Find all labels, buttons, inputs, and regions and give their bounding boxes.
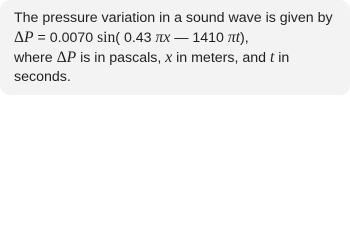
delta-symbol: Δ [14,29,25,46]
equation-equals-coefficient: = 0.0070 [33,30,98,46]
pi-symbol: π [227,29,236,46]
where-label: where [14,50,57,66]
variable-x: x [165,49,173,66]
problem-text-line-3 [14,48,338,68]
equation-close-paren: ), [240,30,249,46]
sine-function: sin [97,29,116,46]
problem-card [0,0,350,95]
units-text-meters: in meters, and [172,50,270,66]
problem-text-line-1: The pressure variation in a sound wave is given by [14,10,333,26]
equation-open-paren: ( 0.43 [115,30,156,46]
problem-text-line-4: seconds. [14,69,71,85]
units-text-in: in [274,50,290,66]
pi-symbol: π [155,29,164,46]
variable-p: P [66,49,77,66]
variable-x: x [163,29,171,46]
units-text-pascals: is in pascals, [76,50,166,66]
equation-minus-coefficient: — 1410 [174,30,228,46]
pressure-equation [14,28,338,48]
variable-t: t [235,29,241,46]
delta-symbol: Δ [56,49,67,66]
variable-p: P [24,29,34,46]
variable-t: t [269,49,275,66]
